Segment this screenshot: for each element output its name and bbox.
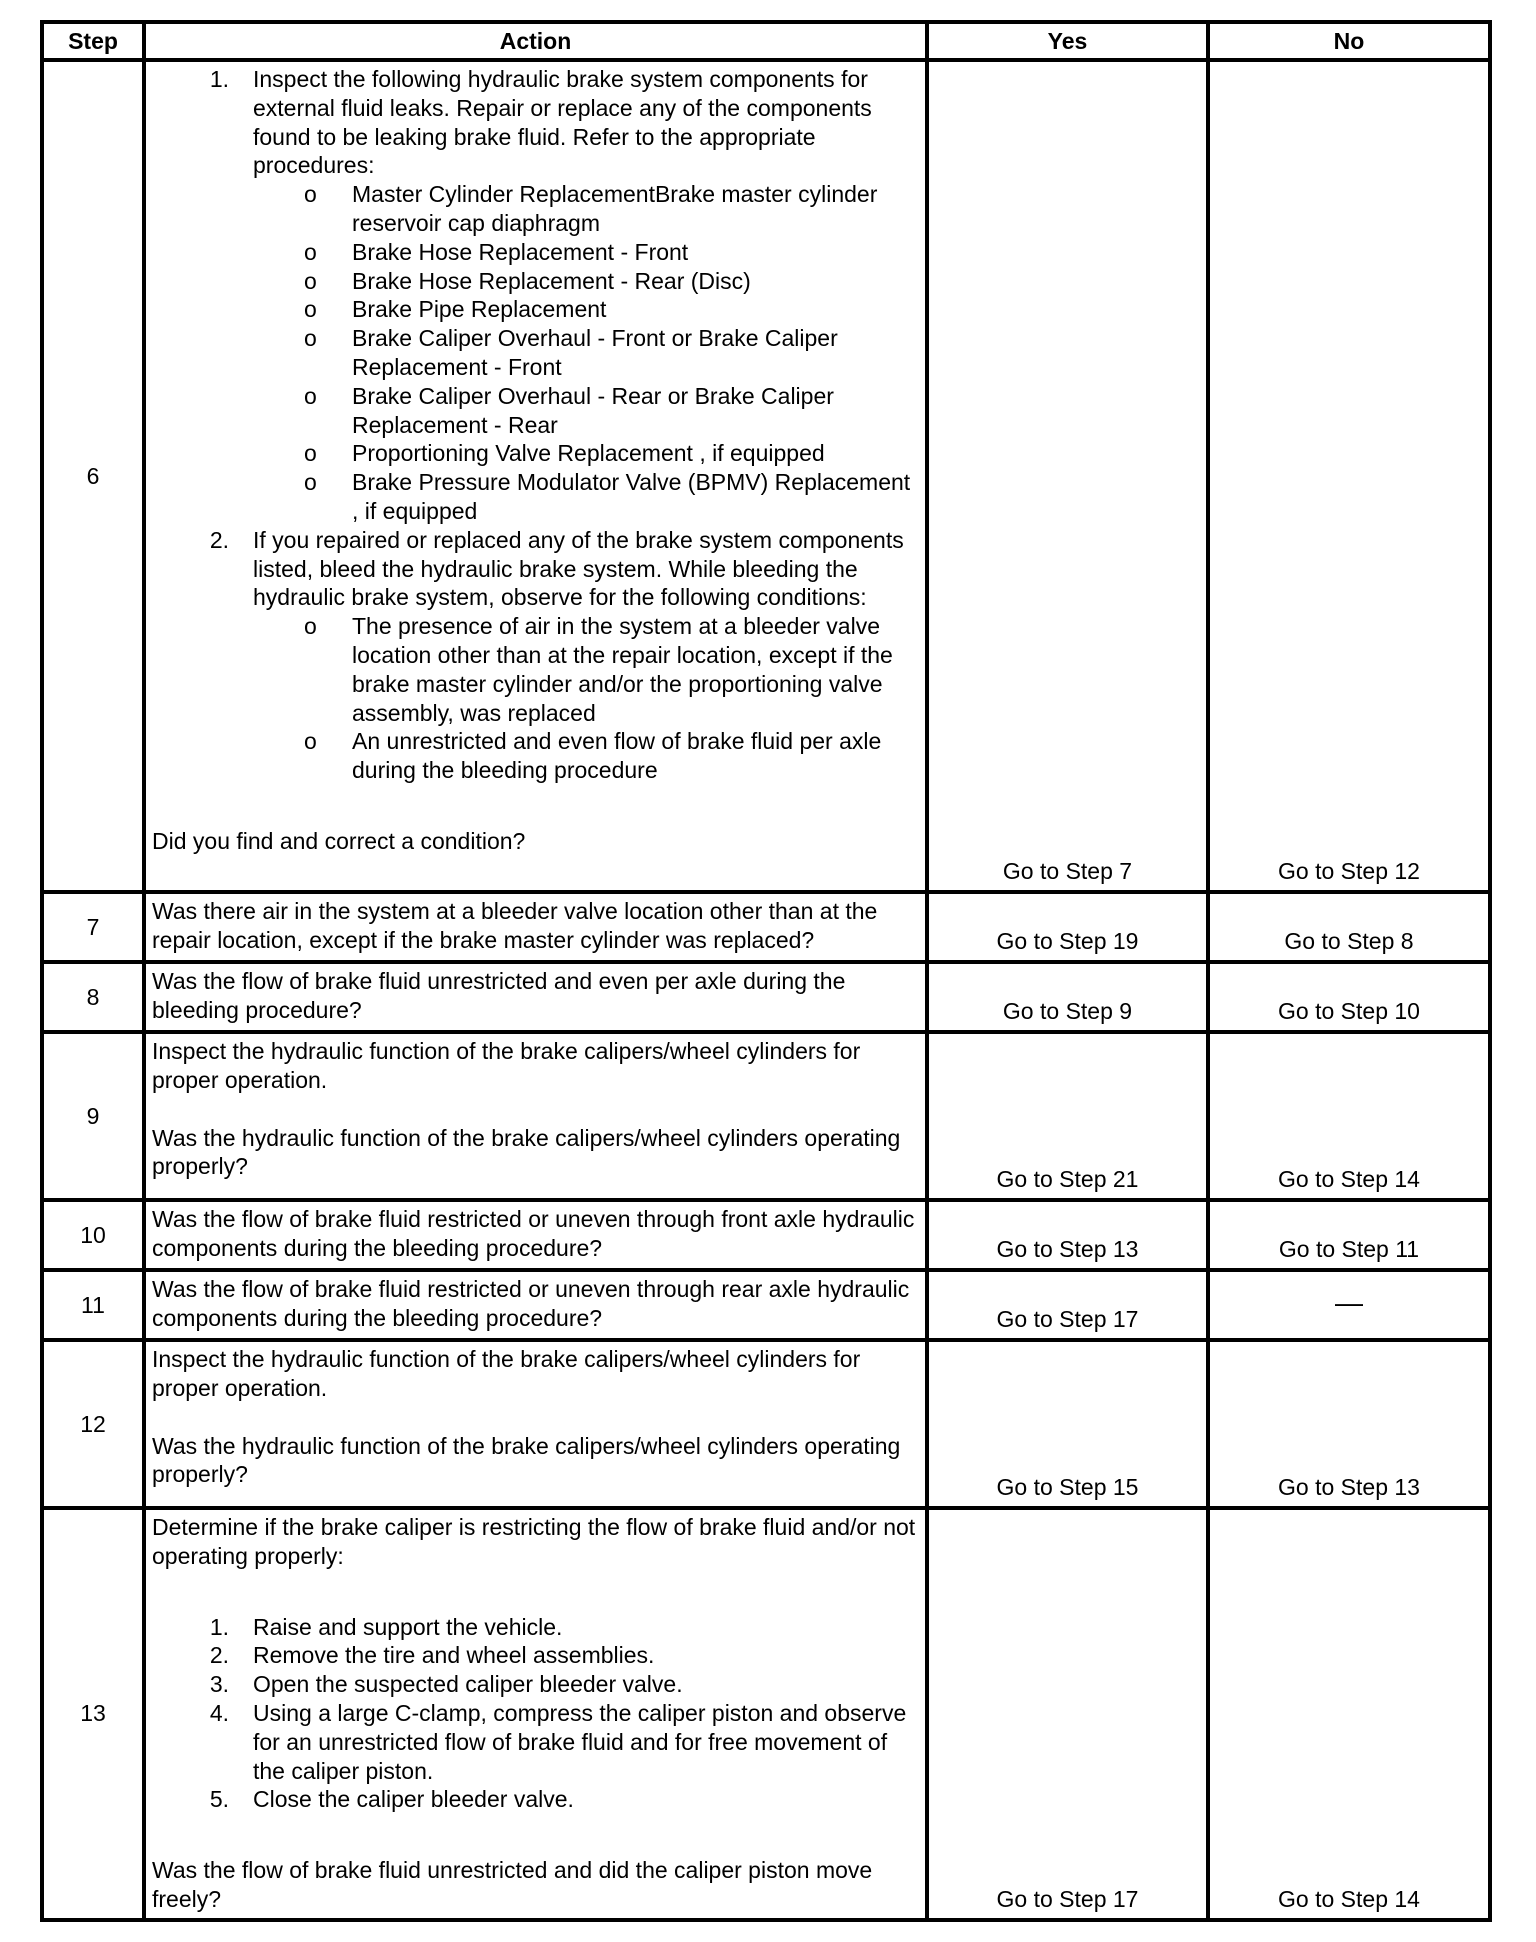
no-cell: Go to Step 10 <box>1208 962 1490 1032</box>
instruction-text: Inspect the hydraulic function of the brake calipers/wheel cylinders for proper operation. <box>152 1038 861 1093</box>
step-number: 8 <box>42 962 144 1032</box>
yes-cell: Go to Step 17 <box>927 1270 1208 1340</box>
bullet-list <box>253 180 919 526</box>
action-cell <box>144 60 927 892</box>
header-step: Step <box>42 22 144 60</box>
bullet-item: o Brake Caliper Overhaul - Front or Brake Caliper Replacement - Front <box>252 324 919 382</box>
no-cell: — <box>1208 1270 1490 1340</box>
header-action: Action <box>144 22 927 60</box>
table-row <box>42 60 1490 892</box>
question-text: Was the flow of brake fluid unrestricted and even per axle during the bleeding procedure? <box>144 962 927 1032</box>
bullet-item: o Master Cylinder ReplacementBrake master cylinder reservoir cap diaphragm <box>252 180 919 238</box>
table-row <box>42 1508 1490 1920</box>
list-number: 1. <box>209 66 229 92</box>
no-cell: Go to Step 8 <box>1208 892 1490 962</box>
bullet-item: o Brake Hose Replacement - Front <box>252 238 919 267</box>
step-number: 7 <box>42 892 144 962</box>
bullet-item: o Brake Caliper Overhaul - Rear or Brake Caliper Replacement - Rear <box>252 382 919 440</box>
table-row <box>42 1270 1490 1340</box>
list-text: Using a large C-clamp, compress the caliper piston and observe for an unrestricted flow of brake fluid and for free movement of the caliper piston. <box>253 1699 907 1784</box>
bullet-item: o An unrestricted and even flow of brake fluid per axle during the bleeding procedure <box>252 727 919 785</box>
list-item <box>152 1699 919 1785</box>
step-number: 10 <box>42 1200 144 1270</box>
yes-cell: Go to Step 19 <box>927 892 1208 962</box>
list-number: 2. <box>209 526 229 553</box>
no-cell: Go to Step 11 <box>1208 1200 1490 1270</box>
table-row <box>42 962 1490 1032</box>
procedure-list <box>152 65 919 785</box>
question-text: Was the flow of brake fluid restricted or uneven through rear axle hydraulic components during the bleeding procedure? <box>144 1270 927 1340</box>
question-text: Was there air in the system at a bleeder valve location other than at the repair location, except if the brake master cylinder was replaced? <box>144 892 927 962</box>
no-cell: Go to Step 14 <box>1208 1508 1490 1920</box>
header-no: No <box>1208 22 1490 60</box>
list-text: Remove the tire and wheel assemblies. <box>253 1642 655 1669</box>
table-row <box>42 1032 1490 1200</box>
header-yes: Yes <box>927 22 1208 60</box>
list-item <box>152 526 919 785</box>
yes-cell: Go to Step 15 <box>927 1340 1208 1508</box>
step-number: 13 <box>42 1508 144 1920</box>
table-row <box>42 1200 1490 1270</box>
list-number: 2. <box>209 1642 229 1669</box>
instruction-text: Inspect the hydraulic function of the brake calipers/wheel cylinders for proper operation. <box>152 1346 861 1401</box>
yes-cell: Go to Step 17 <box>927 1508 1208 1920</box>
question-text: Was the hydraulic function of the brake calipers/wheel cylinders operating properly? <box>152 1124 901 1180</box>
bullet-item: o The presence of air in the system at a bleeder valve location other than at the repair location, except if the brake master cylinder and/or the proportioning valve assembly, was replaced <box>252 612 919 727</box>
no-cell: Go to Step 13 <box>1208 1340 1490 1508</box>
no-cell: Go to Step 12 <box>1208 60 1490 892</box>
step-number: 6 <box>42 60 144 892</box>
list-text: Open the suspected caliper bleeder valve. <box>253 1671 683 1698</box>
list-number: 3. <box>209 1671 229 1698</box>
table-row <box>42 1340 1490 1508</box>
yes-cell: Go to Step 9 <box>927 962 1208 1032</box>
list-text: If you repaired or replaced any of the brake system components listed, bleed the hydraulic brake system. While bleeding the hydraulic brake system, observe for the following conditions: <box>253 526 904 611</box>
instruction-text: Determine if the brake caliper is restricting the flow of brake fluid and/or not operating properly: <box>152 1514 916 1569</box>
list-number: 4. <box>209 1699 229 1726</box>
yes-cell: Go to Step 21 <box>927 1032 1208 1200</box>
no-cell: Go to Step 14 <box>1208 1032 1490 1200</box>
list-item <box>152 1670 919 1699</box>
list-text: Raise and support the vehicle. <box>253 1613 563 1640</box>
list-text: Close the caliper bleeder valve. <box>253 1786 574 1813</box>
step-number: 11 <box>42 1270 144 1340</box>
action-cell <box>144 1508 927 1920</box>
bullet-item: o Proportioning Valve Replacement , if equipped <box>252 439 919 468</box>
question-text: Was the flow of brake fluid unrestricted and did the caliper piston move freely? <box>152 1857 873 1912</box>
list-item <box>152 1613 919 1642</box>
list-item <box>152 1785 919 1814</box>
action-cell <box>144 1032 927 1200</box>
step-number: 9 <box>42 1032 144 1200</box>
list-number: 1. <box>209 1613 229 1640</box>
list-item <box>152 1641 919 1670</box>
list-number: 5. <box>209 1786 229 1813</box>
question-text: Did you find and correct a condition? <box>152 827 526 854</box>
question-text: Was the hydraulic function of the brake calipers/wheel cylinders operating properly? <box>152 1432 901 1488</box>
yes-cell: Go to Step 13 <box>927 1200 1208 1270</box>
action-cell <box>144 1340 927 1508</box>
question-text: Was the flow of brake fluid restricted or uneven through front axle hydraulic components during the bleeding procedure? <box>144 1200 927 1270</box>
step-number: 12 <box>42 1340 144 1508</box>
bullet-list <box>253 612 919 785</box>
bullet-item: o Brake Pressure Modulator Valve (BPMV) Replacement , if equipped <box>252 468 919 526</box>
yes-cell: Go to Step 7 <box>927 60 1208 892</box>
header-row <box>42 22 1490 60</box>
table-row <box>42 892 1490 962</box>
diagnostic-table <box>40 20 1492 1922</box>
list-item <box>152 65 919 526</box>
procedure-list <box>152 1613 919 1815</box>
bullet-item: o Brake Hose Replacement - Rear (Disc) <box>252 267 919 296</box>
bullet-item: o Brake Pipe Replacement <box>252 295 919 324</box>
list-text: Inspect the following hydraulic brake system components for external fluid leaks. Repair or replace any of the components found to be leaking brake fluid. Refer to the appropriate procedures: <box>253 66 872 179</box>
